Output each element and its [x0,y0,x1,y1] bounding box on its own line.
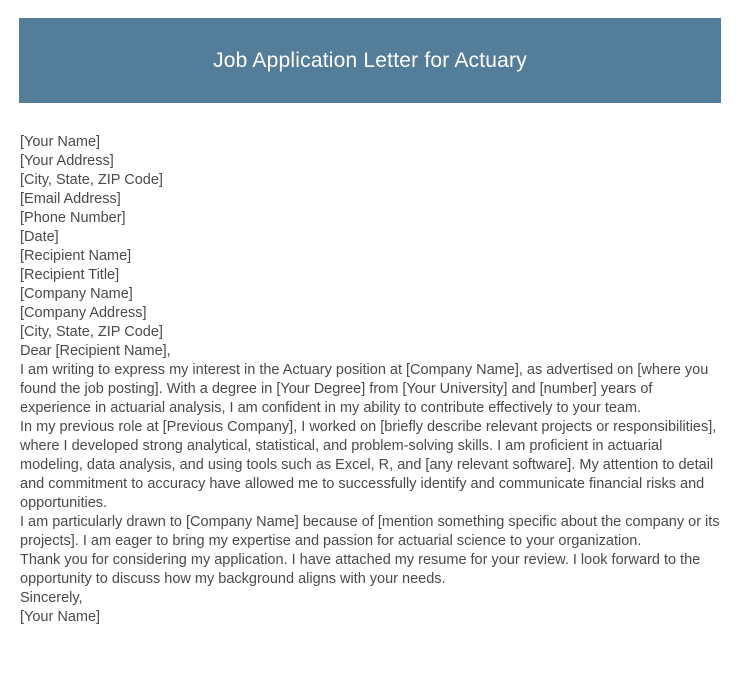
page-title: Job Application Letter for Actuary [213,48,527,72]
body-paragraph-1: I am writing to express my interest in the Actuary position at [Company Name], as advertised on [where you found the job posting]. With a degree in [Your Degree] from [Your University] and [number] years of experience in actuarial analysis, I am confident in my ability to contribute effectively to your team. [20,362,709,416]
sender-name: [Your Name] [20,134,101,150]
recipient-name: [Recipient Name] [20,248,132,264]
closing-salutation: Sincerely, [20,590,83,606]
recipient-title: [Recipient Title] [20,267,120,283]
letter-content [20,133,721,627]
sender-email: [Email Address] [20,191,121,207]
recipient-company-name: [Company Name] [20,286,133,302]
sender-phone: [Phone Number] [20,210,126,226]
sender-city-state-zip: [City, State, ZIP Code] [20,172,163,188]
body-paragraph-3: I am particularly drawn to [Company Name] because of [mention something specific about the company or its projects]. I am eager to bring my expertise and passion for actuarial science to your organization. [20,514,720,549]
letter-date: [Date] [20,229,59,245]
recipient-address-block [20,247,721,342]
document-title-banner [19,18,721,103]
body-paragraph-4: Thank you for considering my application. I have attached my resume for your review. I look forward to the opportunity to discuss how my background aligns with your needs. [20,552,701,587]
recipient-company-address: [Company Address] [20,305,147,321]
body-paragraph-2: In my previous role at [Previous Company], I worked on [briefly describe relevant projects or responsibilities], where I developed strong analytical, statistical, and problem-solving skills. I am proficient in actuarial modeling, data analysis, and using tools such as Excel, R, and [any relevant software]. My attention to detail and commitment to accuracy have allowed me to successfully identify and communicate financial risks and opportunities. [20,419,717,511]
sender-address-block [20,133,721,247]
sender-street-address: [Your Address] [20,153,114,169]
salutation: Dear [Recipient Name], [20,343,171,359]
signature-name: [Your Name] [20,609,101,625]
recipient-city-state-zip: [City, State, ZIP Code] [20,324,163,340]
